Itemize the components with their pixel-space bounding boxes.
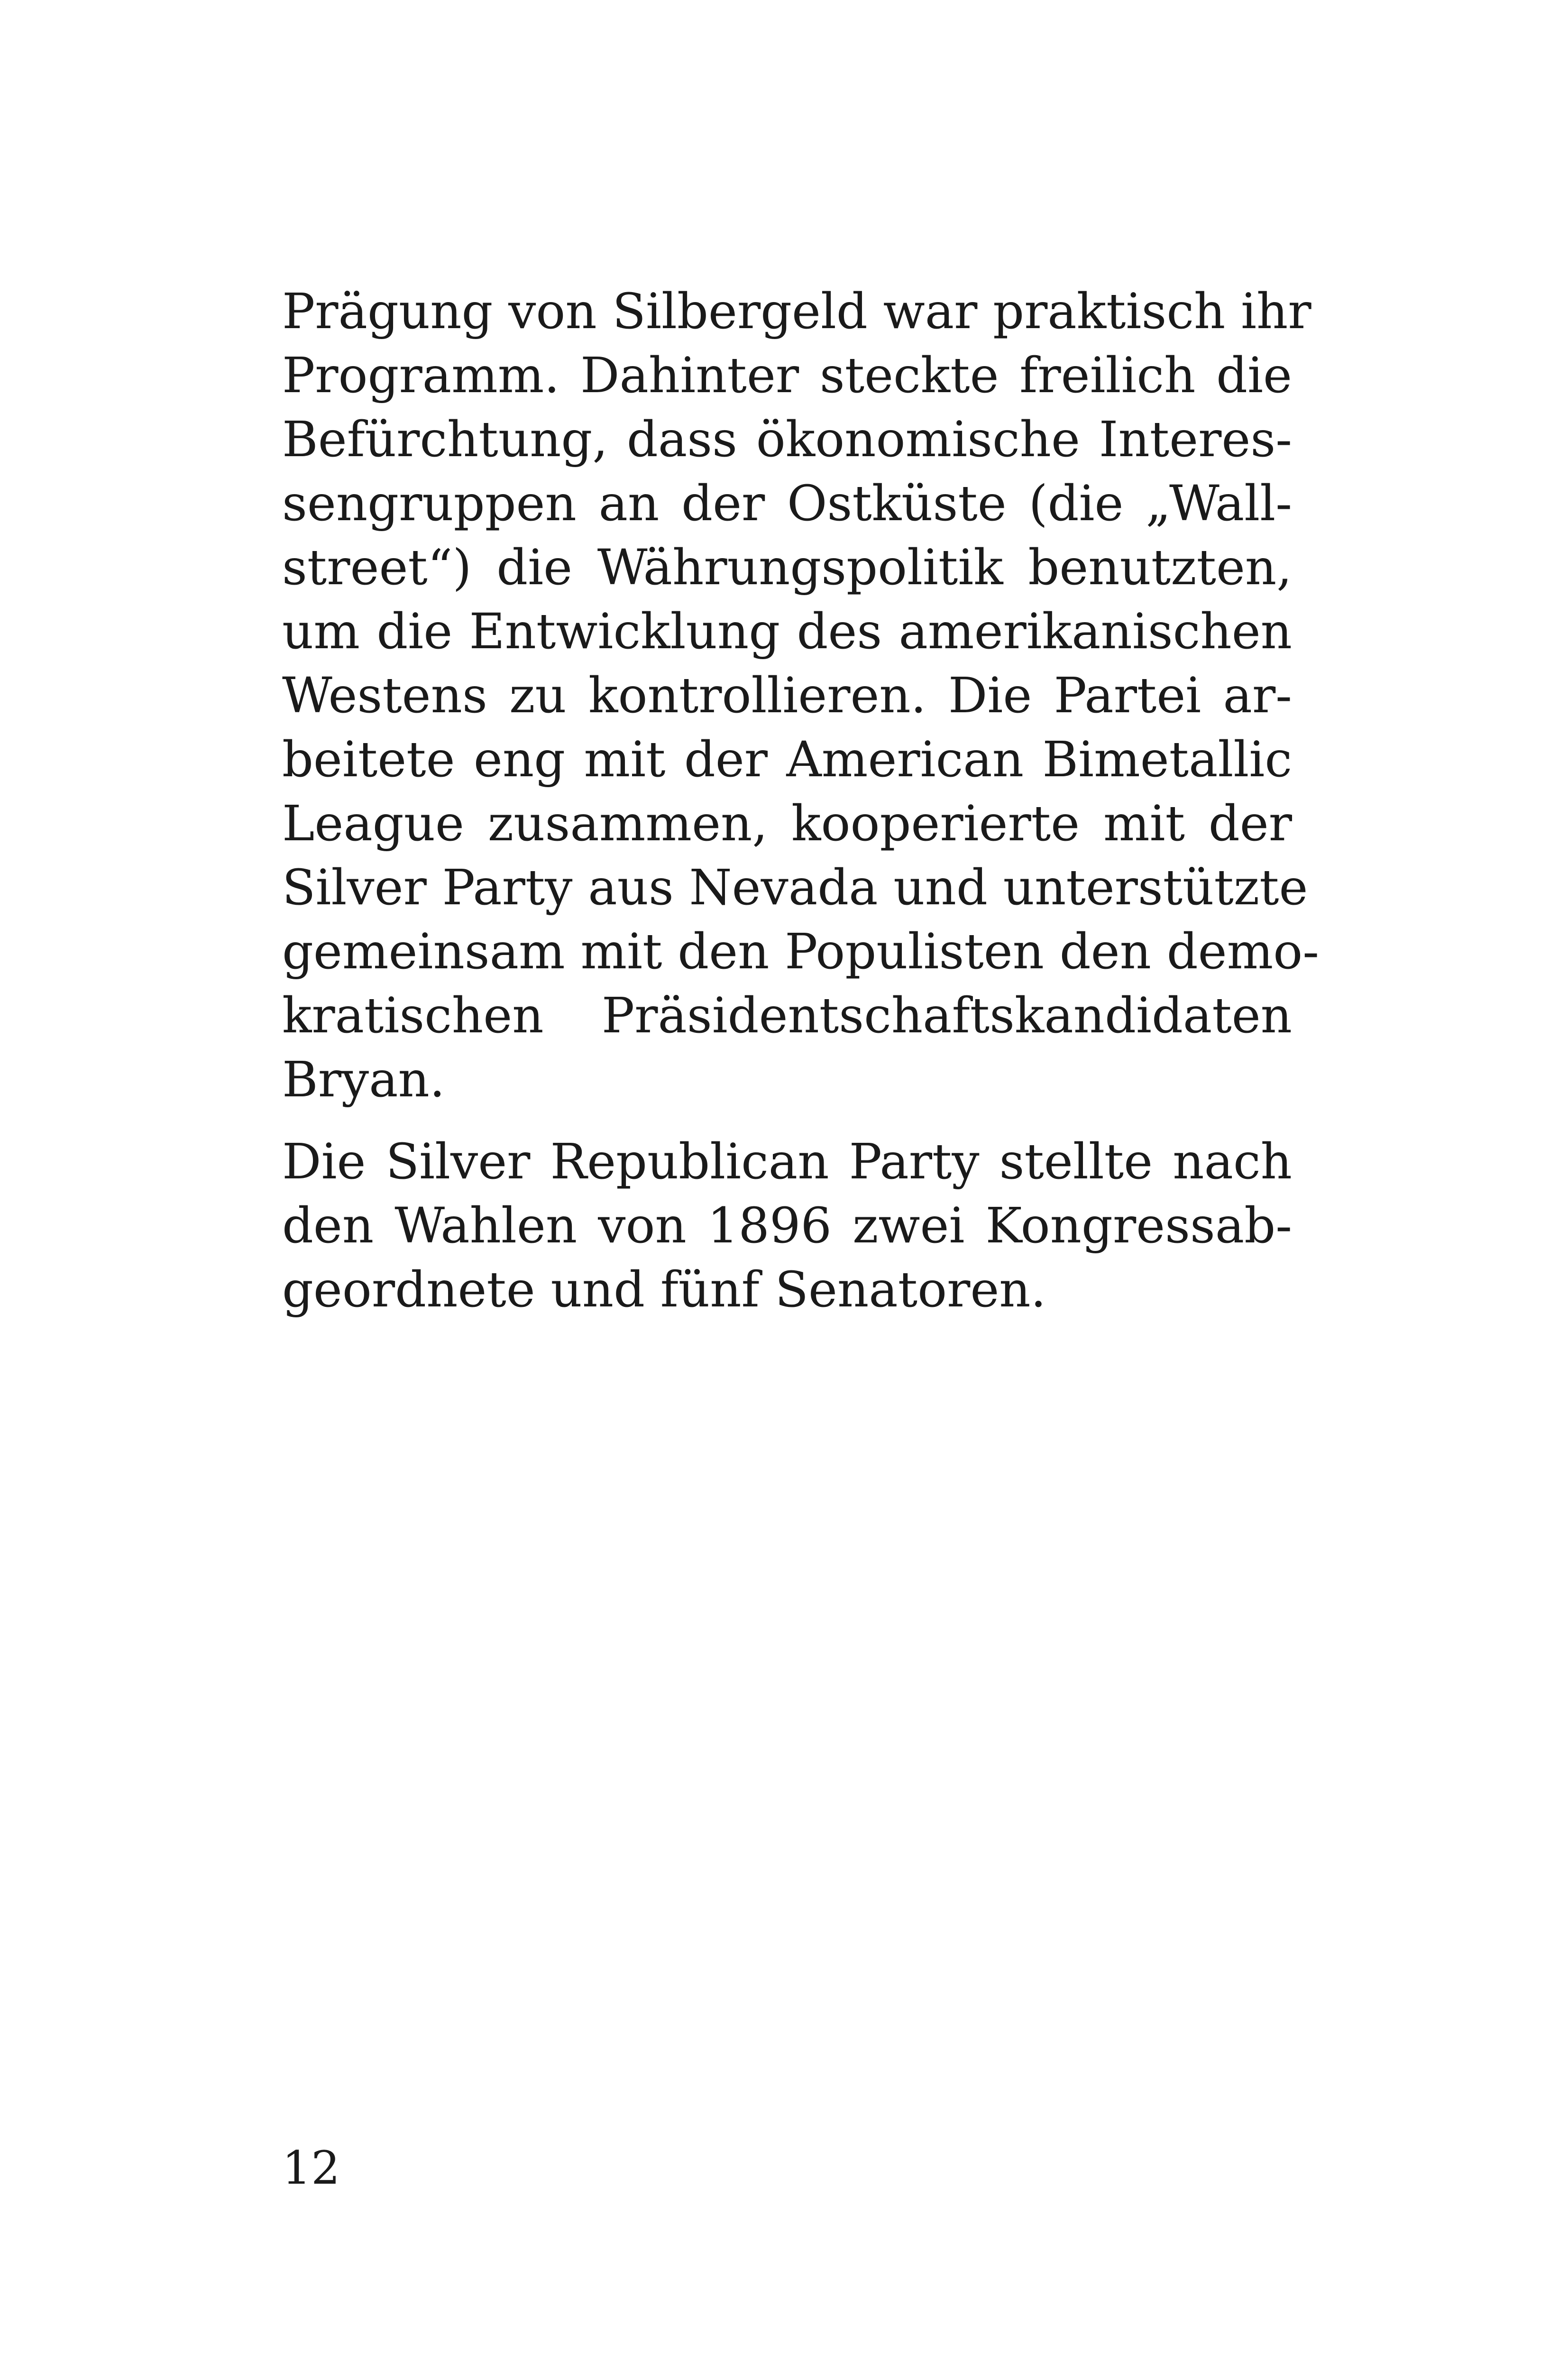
text-line: gemeinsam mit den Populisten den demo- bbox=[282, 923, 1320, 980]
paragraph-spacer bbox=[282, 1112, 1292, 1130]
paragraph-1 bbox=[282, 280, 1320, 1112]
text-line: Westens zu kontrollieren. Die Partei ar- bbox=[282, 667, 1292, 724]
text-line: Prägung von Silbergeld war praktisch ihr bbox=[282, 283, 1311, 340]
text-line: Silver Party aus Nevada und unterstützte bbox=[282, 859, 1308, 916]
body-text bbox=[282, 280, 1320, 1322]
text-line: geordnete und fünf Senatoren. bbox=[282, 1261, 1046, 1318]
text-line: street“) die Währungspolitik benutzten, bbox=[282, 539, 1292, 596]
text-line: den Wahlen von 1896 zwei Kongressab- bbox=[282, 1197, 1292, 1254]
paragraph-2 bbox=[282, 1130, 1292, 1322]
text-line: sengruppen an der Ostküste (die „Wall- bbox=[282, 475, 1292, 532]
text-line: Programm. Dahinter steckte freilich die bbox=[282, 347, 1292, 404]
text-line: kratischen Präsidentschaftskandidaten bbox=[282, 987, 1292, 1044]
text-line: um die Entwicklung des amerikanischen bbox=[282, 603, 1292, 660]
text-line: beitete eng mit der American Bimetallic bbox=[282, 731, 1292, 788]
text-line: Bryan. bbox=[282, 1051, 445, 1108]
text-line: League zusammen, kooperierte mit der bbox=[282, 795, 1292, 852]
text-line: Die Silver Republican Party stellte nach bbox=[282, 1133, 1292, 1190]
text-line: Befürchtung, dass ökonomische Interes- bbox=[282, 411, 1292, 468]
page-number: 12 bbox=[282, 2141, 340, 2195]
